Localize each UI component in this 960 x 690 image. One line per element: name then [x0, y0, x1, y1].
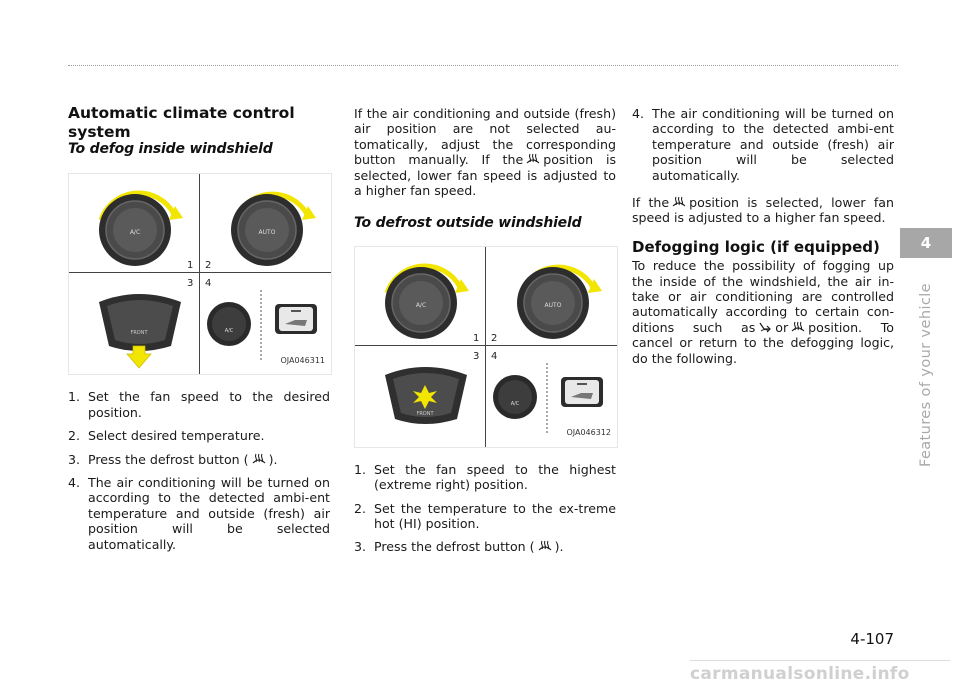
svg-text:A/C: A/C [224, 328, 234, 335]
section-title: Automatic climate control system [68, 104, 295, 141]
svg-text:FRONT: FRONT [130, 330, 148, 337]
figure-label-2: 2 [491, 332, 498, 344]
figure-label-3: 3 [473, 350, 480, 362]
controls-illustration-1 [69, 174, 331, 374]
list-item: 1. Set the fan speed to the highest (extreme right) position. [354, 461, 616, 493]
figure-label-2: 2 [205, 260, 212, 272]
figure-label-4: 4 [205, 278, 212, 290]
svg-text:AUTO: AUTO [258, 229, 276, 237]
defrost-steps [354, 462, 616, 555]
ac-button [493, 375, 537, 419]
defrost-outside-heading: To defrost outside windshield [354, 215, 582, 232]
svg-text:A/C: A/C [510, 400, 520, 407]
figure-label-3: 3 [187, 278, 194, 290]
list-item: 2. Select desired temperature. [68, 428, 265, 444]
footer-rule [690, 660, 950, 661]
front-defrost-icon [538, 540, 552, 552]
list-item: 4. The air conditioning will be turned on according to the detected ambi-ent temperature and outside (fresh) air position will be selected automatically. [68, 475, 330, 552]
watermark: carmanualsonline.info [690, 664, 910, 684]
ac-button [207, 302, 251, 346]
figure-label-4: 4 [491, 350, 498, 362]
figure-divider-h [355, 345, 617, 346]
temperature-knob [517, 267, 602, 339]
air-intake-button [275, 304, 317, 334]
defog-inside-figure [68, 173, 332, 375]
figure-code: OJA046312 [566, 428, 611, 438]
list-item: 2. Set the temperature to the ex-treme hot (HI) position. [354, 500, 616, 532]
air-intake-button [561, 377, 603, 407]
middle-column [354, 106, 616, 563]
fan-speed-paragraph: If the position is selected, lower fan speed is adjusted to a higher fan speed. [632, 195, 894, 226]
fan-knob [99, 193, 183, 266]
right-column [632, 106, 894, 366]
svg-text:AUTO: AUTO [544, 301, 562, 309]
front-defrost-icon [252, 453, 266, 465]
defrost-outside-figure [354, 246, 618, 448]
defog-inside-heading: To defog inside windshield [68, 141, 273, 157]
front-defrost-icon [791, 321, 805, 333]
list-item: 1. Set the fan speed to the desired position. [68, 389, 330, 420]
svg-text:FRONT: FRONT [416, 410, 434, 417]
svg-text:A/C: A/C [129, 229, 141, 237]
temperature-knob [231, 194, 316, 266]
figure-code: OJA046311 [280, 356, 325, 365]
fan-knob [385, 266, 469, 339]
figure-divider-v [485, 247, 486, 447]
left-column [68, 100, 330, 560]
controls-illustration-2 [355, 247, 617, 447]
defrost-steps-continued [632, 106, 894, 183]
front-defrost-icon [526, 153, 540, 165]
floor-defrost-icon [758, 321, 772, 333]
list-item: 3. Press the defrost button ( ). [354, 539, 564, 555]
svg-text:A/C: A/C [415, 301, 427, 309]
front-defrost-button [385, 367, 467, 424]
top-rule [68, 65, 898, 66]
list-item: 3. Press the defrost button ( ). [68, 451, 278, 467]
front-defrost-icon [672, 196, 686, 208]
intro-paragraph: If the air conditioning and outside (fresh) air position are not selected au-tomatically, adjust the corresponding button manually. If the position is selected, lower fan speed is adjusted to a higher fan speed. [354, 106, 617, 199]
figure-divider-h [69, 272, 331, 273]
figure-label-1: 1 [473, 332, 480, 344]
figure-label-1: 1 [187, 260, 194, 272]
chapter-title: Features of your vehicle [918, 283, 934, 467]
defogging-logic-paragraph: To reduce the possibility of fogging up the inside of the windshield, the air in-take or air conditioning are controlled automatically according to certain con-ditions such as or position. To cancel or return to the defogging logic, do the following. [632, 258, 894, 366]
defogging-logic-heading: Defogging logic (if equipped) [632, 237, 880, 256]
defog-steps [68, 389, 330, 552]
front-defrost-button [99, 294, 181, 368]
list-item: 4. The air conditioning will be turned on according to the detected ambi-ent temperature and outside (fresh) air position will be selected automatically. [632, 106, 894, 183]
chapter-tab: 4 [900, 228, 952, 258]
figure-divider-v [199, 174, 200, 374]
page-number: 4-107 [850, 630, 894, 648]
